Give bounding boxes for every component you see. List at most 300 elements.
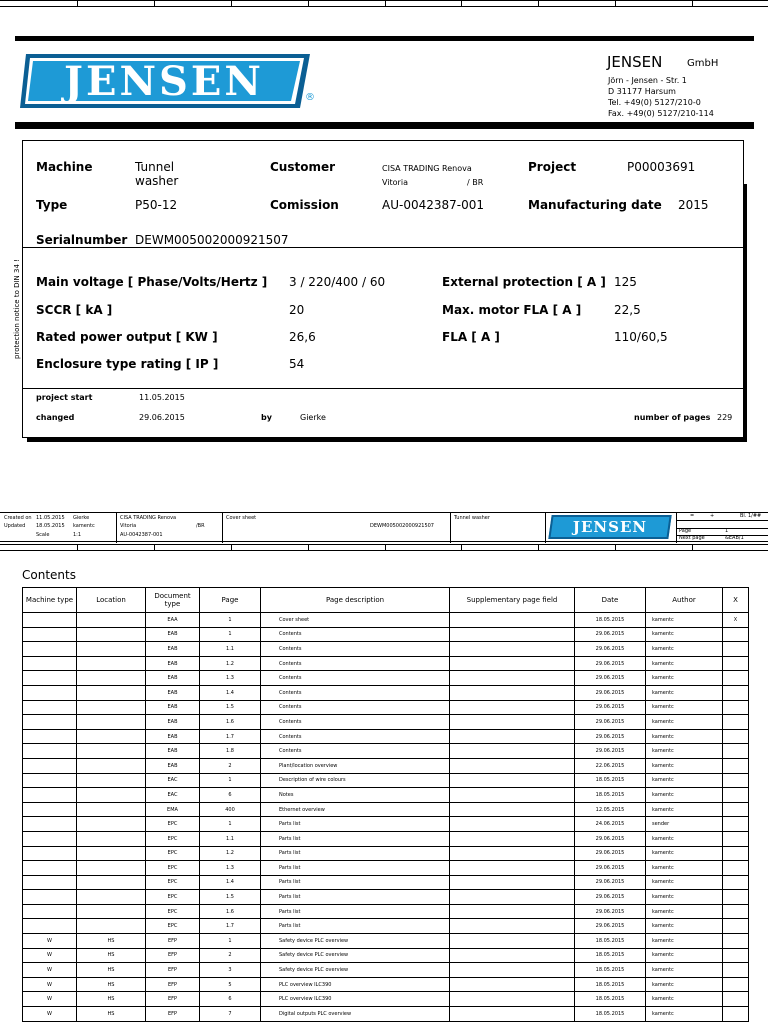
page-description-cell: Contents: [261, 744, 450, 759]
author-cell: kamentc: [646, 773, 723, 788]
address-phone: Tel. +49(0) 5127/210-0: [608, 98, 701, 107]
page-description-cell: Parts list: [261, 919, 450, 934]
date-cell: 29.06.2015: [575, 904, 646, 919]
table-row[interactable]: [23, 948, 749, 963]
table-row[interactable]: [23, 846, 749, 861]
table-row[interactable]: [23, 1007, 749, 1022]
location-cell: [77, 919, 146, 934]
pages-label: number of pages: [634, 413, 711, 422]
page-description-cell: Safety device PLC overview: [261, 948, 450, 963]
document-type-cell: EAB: [146, 627, 200, 642]
location-cell: [77, 890, 146, 905]
table-row[interactable]: [23, 875, 749, 890]
date-cell: 22.06.2015: [575, 758, 646, 773]
address-street: Jörn - Jensen - Str. 1: [608, 76, 687, 85]
table-row[interactable]: [23, 890, 749, 905]
changed-value: 29.06.2015: [139, 413, 185, 422]
customer-value-2: Vitoria: [382, 178, 408, 187]
address-city: D 31177 Harsum: [608, 87, 676, 96]
author-cell: kamentc: [646, 861, 723, 876]
max-motor-label: Max. motor FLA [ A ]: [442, 303, 582, 317]
table-row[interactable]: [23, 773, 749, 788]
table-row[interactable]: [23, 758, 749, 773]
author-cell: kamentc: [646, 685, 723, 700]
supplementary-cell: [450, 671, 575, 686]
author-cell: kamentc: [646, 948, 723, 963]
supplementary-cell: [450, 992, 575, 1007]
machine-type-cell: [23, 729, 77, 744]
table-row[interactable]: [23, 977, 749, 992]
location-cell: [77, 744, 146, 759]
supplementary-cell: [450, 846, 575, 861]
document-type-cell: EPC: [146, 831, 200, 846]
tb-logo: [548, 515, 671, 539]
page-description-cell: PLC overview ILC390: [261, 977, 450, 992]
project-label: Project: [528, 160, 577, 174]
document-type-cell: EPC: [146, 846, 200, 861]
document-type-cell: EAB: [146, 729, 200, 744]
document-type-cell: EFP: [146, 934, 200, 949]
col-document-type: Document type: [146, 588, 200, 613]
page-cell: 5: [200, 977, 261, 992]
supplementary-cell: [450, 685, 575, 700]
col-machine-type: Machine type: [23, 588, 77, 613]
table-row[interactable]: [23, 861, 749, 876]
x-cell: [723, 846, 749, 861]
machine-type-cell: [23, 861, 77, 876]
ext-protection-label: External protection [ A ]: [442, 275, 606, 289]
location-cell: [77, 861, 146, 876]
location-cell: [77, 904, 146, 919]
supplementary-cell: [450, 758, 575, 773]
document-type-cell: EAB: [146, 656, 200, 671]
x-cell: [723, 992, 749, 1007]
author-cell: kamentc: [646, 642, 723, 657]
machine-type-cell: [23, 802, 77, 817]
page-cell: 400: [200, 802, 261, 817]
supplementary-cell: [450, 729, 575, 744]
pages-value: 229: [717, 413, 733, 422]
serial-label: Serialnumber: [36, 233, 128, 247]
page-description-cell: Contents: [261, 700, 450, 715]
date-cell: 29.06.2015: [575, 671, 646, 686]
second-ruler: [0, 544, 768, 551]
company-suffix: GmbH: [687, 58, 719, 69]
machine-type-cell: W: [23, 992, 77, 1007]
page-cell: 1.2: [200, 846, 261, 861]
changed-label: changed: [36, 413, 75, 422]
supplementary-cell: [450, 831, 575, 846]
tb-sheet-title: Cover sheet: [226, 515, 257, 521]
tb-header-b: +: [710, 513, 715, 519]
table-row[interactable]: [23, 671, 749, 686]
machine-type-cell: [23, 700, 77, 715]
date-cell: 29.06.2015: [575, 700, 646, 715]
machine-label: Machine: [36, 160, 93, 174]
location-cell: [77, 773, 146, 788]
supplementary-cell: [450, 963, 575, 978]
machine-type-cell: [23, 773, 77, 788]
document-type-cell: EAA: [146, 613, 200, 628]
page-description-cell: Contents: [261, 656, 450, 671]
author-cell: kamentc: [646, 1007, 723, 1022]
table-row[interactable]: [23, 802, 749, 817]
x-cell: [723, 700, 749, 715]
tb-page-label: Page: [679, 528, 692, 534]
project-start-label: project start: [36, 393, 93, 402]
author-cell: kamentc: [646, 846, 723, 861]
page-cell: 3: [200, 963, 261, 978]
location-cell: [77, 656, 146, 671]
main-voltage-value: 3 / 220/400 / 60: [289, 275, 386, 289]
location-cell: HS: [77, 948, 146, 963]
type-label: Type: [36, 198, 68, 212]
machine-type-cell: [23, 831, 77, 846]
document-type-cell: EFP: [146, 963, 200, 978]
machine-value-1: Tunnel: [135, 160, 175, 174]
tb-next-value: &EAB/1: [725, 535, 744, 541]
supplementary-cell: [450, 613, 575, 628]
table-row[interactable]: [23, 992, 749, 1007]
author-cell: kamentc: [646, 788, 723, 803]
author-cell: kamentc: [646, 904, 723, 919]
page-description-cell: Description of wire colours: [261, 773, 450, 788]
page-cell: 1.7: [200, 729, 261, 744]
table-row[interactable]: [23, 729, 749, 744]
table-row[interactable]: [23, 685, 749, 700]
document-type-cell: EFP: [146, 948, 200, 963]
author-cell: kamentc: [646, 831, 723, 846]
document-type-cell: EPC: [146, 890, 200, 905]
location-cell: [77, 875, 146, 890]
page-description-cell: PLC overview ILC390: [261, 992, 450, 1007]
page-cell: 1: [200, 627, 261, 642]
table-row[interactable]: [23, 934, 749, 949]
table-row[interactable]: [23, 919, 749, 934]
address-fax: Fax. +49(0) 5127/210-114: [608, 109, 714, 118]
page-cell: 2: [200, 758, 261, 773]
supplementary-cell: [450, 904, 575, 919]
machine-type-cell: [23, 919, 77, 934]
supplementary-cell: [450, 1007, 575, 1022]
document-type-cell: EPC: [146, 904, 200, 919]
location-cell: [77, 729, 146, 744]
x-cell: [723, 685, 749, 700]
x-cell: [723, 904, 749, 919]
author-cell: kamentc: [646, 656, 723, 671]
updated-label: Updated: [4, 523, 26, 529]
page-description-cell: Contents: [261, 642, 450, 657]
document-type-cell: EAB: [146, 715, 200, 730]
location-cell: HS: [77, 963, 146, 978]
page-cell: 1.5: [200, 700, 261, 715]
location-cell: HS: [77, 934, 146, 949]
location-cell: [77, 627, 146, 642]
page-description-cell: Parts list: [261, 817, 450, 832]
location-cell: [77, 788, 146, 803]
tb-header-c: Bl. 1/##: [740, 513, 762, 519]
customer-value-3: / BR: [467, 178, 484, 187]
date-cell: 12.05.2015: [575, 802, 646, 817]
col-location: Location: [77, 588, 146, 613]
author-cell: kamentc: [646, 977, 723, 992]
document-type-cell: EPC: [146, 817, 200, 832]
x-cell: [723, 890, 749, 905]
project-start-value: 11.05.2015: [139, 393, 185, 402]
info-box-shadow-bottom: [27, 438, 747, 442]
header-top-bar: [15, 36, 754, 41]
created-by: Gierke: [73, 515, 90, 521]
date-cell: 29.06.2015: [575, 831, 646, 846]
machine-type-cell: [23, 758, 77, 773]
table-row[interactable]: [23, 817, 749, 832]
serial-value: DEWM005002000921507: [135, 233, 289, 247]
page-description-cell: Contents: [261, 627, 450, 642]
info-box-shadow-right: [744, 184, 747, 442]
page-cell: 1.5: [200, 890, 261, 905]
date-cell: 29.06.2015: [575, 861, 646, 876]
x-cell: [723, 977, 749, 992]
location-cell: [77, 802, 146, 817]
page-description-cell: Parts list: [261, 831, 450, 846]
date-cell: 29.06.2015: [575, 846, 646, 861]
supplementary-cell: [450, 934, 575, 949]
mfg-date-value: 2015: [678, 198, 709, 212]
document-type-cell: EAB: [146, 700, 200, 715]
supplementary-cell: [450, 875, 575, 890]
machine-type-cell: W: [23, 1007, 77, 1022]
document-type-cell: EAC: [146, 788, 200, 803]
page-cell: 1.7: [200, 919, 261, 934]
page-cell: 1.2: [200, 656, 261, 671]
machine-type-cell: [23, 715, 77, 730]
x-cell: [723, 919, 749, 934]
scale-value: 1:1: [73, 532, 82, 538]
machine-type-cell: [23, 817, 77, 832]
table-row[interactable]: [23, 700, 749, 715]
document-type-cell: EAB: [146, 758, 200, 773]
x-cell: [723, 627, 749, 642]
document-type-cell: EFP: [146, 977, 200, 992]
col-page: Page: [200, 588, 261, 613]
tb-customer-1: CISA TRADING Renova: [120, 515, 177, 521]
author-cell: kamentc: [646, 744, 723, 759]
page-description-cell: Digital outputs PLC overview: [261, 1007, 450, 1022]
location-cell: HS: [77, 992, 146, 1007]
machine-type-cell: [23, 613, 77, 628]
machine-type-cell: [23, 685, 77, 700]
info-divider: [22, 247, 744, 248]
location-cell: [77, 613, 146, 628]
page-cell: 2: [200, 948, 261, 963]
machine-type-cell: [23, 744, 77, 759]
registered-mark: ®: [305, 92, 315, 103]
supplementary-cell: [450, 744, 575, 759]
machine-type-cell: [23, 788, 77, 803]
author-cell: kamentc: [646, 963, 723, 978]
author-cell: kamentc: [646, 992, 723, 1007]
date-cell: 18.05.2015: [575, 963, 646, 978]
table-row[interactable]: [23, 788, 749, 803]
col-date: Date: [575, 588, 646, 613]
supplementary-cell: [450, 700, 575, 715]
page-cell: 1.3: [200, 861, 261, 876]
date-cell: 29.06.2015: [575, 656, 646, 671]
location-cell: [77, 831, 146, 846]
supplementary-cell: [450, 773, 575, 788]
page-description-cell: Contents: [261, 729, 450, 744]
location-cell: [77, 715, 146, 730]
tb-header-a: =: [690, 513, 695, 519]
date-cell: 18.05.2015: [575, 773, 646, 788]
fla-label: FLA [ A ]: [442, 330, 500, 344]
supplementary-cell: [450, 817, 575, 832]
col-author: Author: [646, 588, 723, 613]
x-cell: [723, 831, 749, 846]
author-cell: kamentc: [646, 729, 723, 744]
tb-commission: AU-0042387-001: [120, 532, 163, 538]
date-cell: 29.06.2015: [575, 729, 646, 744]
contents-body: [23, 613, 749, 1022]
page-description-cell: Notes: [261, 788, 450, 803]
x-cell: [723, 715, 749, 730]
machine-type-cell: [23, 904, 77, 919]
table-row[interactable]: [23, 831, 749, 846]
machine-value-2: washer: [135, 174, 179, 188]
page-description-cell: Parts list: [261, 875, 450, 890]
scale-label: Scale: [36, 532, 50, 538]
machine-type-cell: [23, 627, 77, 642]
author-cell: kamentc: [646, 627, 723, 642]
table-row[interactable]: [23, 642, 749, 657]
x-cell: [723, 729, 749, 744]
date-cell: 18.05.2015: [575, 977, 646, 992]
page-description-cell: Parts list: [261, 846, 450, 861]
table-row[interactable]: [23, 715, 749, 730]
machine-type-cell: [23, 656, 77, 671]
date-cell: 29.06.2015: [575, 715, 646, 730]
page-cell: 1: [200, 773, 261, 788]
page-cell: 1.8: [200, 744, 261, 759]
tb-page-value: 1: [725, 528, 729, 534]
logo-text: JENSEN: [64, 58, 264, 105]
page-description-cell: Cover sheet: [261, 613, 450, 628]
x-cell: [723, 758, 749, 773]
tb-customer-2: Vitoria: [120, 523, 137, 529]
page-cell: 6: [200, 788, 261, 803]
ext-protection-value: 125: [614, 275, 637, 289]
project-value: P00003691: [627, 160, 696, 174]
document-type-cell: EAC: [146, 773, 200, 788]
table-row[interactable]: [23, 904, 749, 919]
max-motor-value: 22,5: [614, 303, 641, 317]
document-type-cell: EAB: [146, 685, 200, 700]
supplementary-cell: [450, 977, 575, 992]
updated-date: 18.05.2015: [36, 523, 65, 529]
enclosure-value: 54: [289, 357, 305, 371]
page-description-cell: Contents: [261, 715, 450, 730]
table-row[interactable]: [23, 656, 749, 671]
page-cell: 1.6: [200, 904, 261, 919]
document-type-cell: EMA: [146, 802, 200, 817]
x-cell: [723, 934, 749, 949]
date-cell: 18.05.2015: [575, 613, 646, 628]
document-type-cell: EPC: [146, 875, 200, 890]
supplementary-cell: [450, 861, 575, 876]
date-cell: 29.06.2015: [575, 875, 646, 890]
page-cell: 7: [200, 1007, 261, 1022]
supplementary-cell: [450, 656, 575, 671]
x-cell: X: [723, 613, 749, 628]
page-description-cell: Safety device PLC overview: [261, 963, 450, 978]
x-cell: [723, 656, 749, 671]
table-row[interactable]: [23, 627, 749, 642]
date-cell: 18.05.2015: [575, 1007, 646, 1022]
date-cell: 29.06.2015: [575, 744, 646, 759]
page-cell: 1.4: [200, 685, 261, 700]
tb-serial: DEWM005002000921507: [370, 523, 434, 529]
author-cell: kamentc: [646, 875, 723, 890]
created-date: 11.05.2015: [36, 515, 65, 521]
author-cell: kamentc: [646, 919, 723, 934]
x-cell: [723, 642, 749, 657]
col-x: X: [723, 588, 749, 613]
author-cell: sender: [646, 817, 723, 832]
meta-divider: [22, 388, 744, 389]
table-row[interactable]: [23, 744, 749, 759]
machine-type-cell: W: [23, 963, 77, 978]
machine-type-cell: [23, 671, 77, 686]
customer-value-1: CISA TRADING Renova: [382, 164, 472, 173]
author-cell: kamentc: [646, 934, 723, 949]
fla-value: 110/60,5: [614, 330, 668, 344]
main-voltage-label: Main voltage [ Phase/Volts/Hertz ]: [36, 275, 268, 289]
x-cell: [723, 1007, 749, 1022]
machine-type-cell: [23, 875, 77, 890]
sccr-label: SCCR [ kA ]: [36, 303, 113, 317]
location-cell: [77, 758, 146, 773]
location-cell: [77, 642, 146, 657]
x-cell: [723, 861, 749, 876]
sccr-value: 20: [289, 303, 305, 317]
table-row[interactable]: [23, 963, 749, 978]
author-cell: kamentc: [646, 671, 723, 686]
location-cell: [77, 846, 146, 861]
x-cell: [723, 802, 749, 817]
page-description-cell: Contents: [261, 671, 450, 686]
col-page-description: Page description: [261, 588, 450, 613]
rated-power-label: Rated power output [ KW ]: [36, 330, 218, 344]
location-cell: [77, 700, 146, 715]
contents-header-row: [23, 588, 749, 613]
supplementary-cell: [450, 919, 575, 934]
tb-next-label: Next page: [679, 535, 705, 541]
mfg-date-label: Manufacturing date: [528, 198, 662, 212]
page-description-cell: Ethernet overview: [261, 802, 450, 817]
supplementary-cell: [450, 948, 575, 963]
date-cell: 29.06.2015: [575, 919, 646, 934]
page-cell: 1: [200, 817, 261, 832]
date-cell: 18.05.2015: [575, 788, 646, 803]
tb-machine: Tunnel washer: [454, 515, 490, 521]
date-cell: 18.05.2015: [575, 934, 646, 949]
x-cell: [723, 773, 749, 788]
tb-customer-3: /BR: [196, 523, 205, 529]
location-cell: [77, 685, 146, 700]
page-cell: 6: [200, 992, 261, 1007]
table-row[interactable]: [23, 613, 749, 628]
document-type-cell: EPC: [146, 861, 200, 876]
